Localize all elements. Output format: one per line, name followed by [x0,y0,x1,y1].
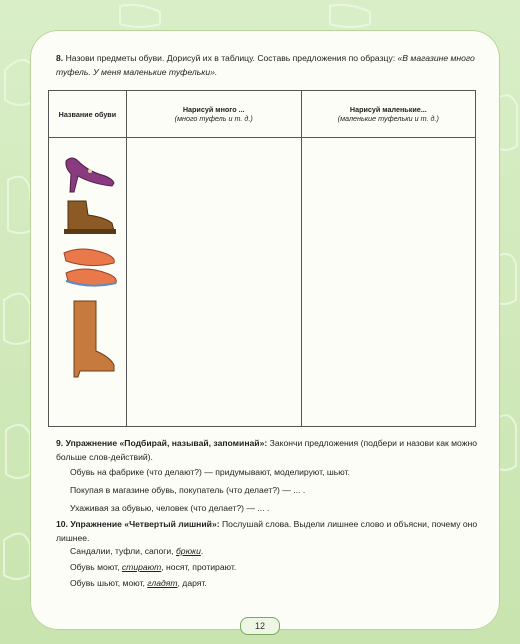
task-8-example: «В магазине много туфель. У меня маленькие туфельки». [56,53,475,77]
task-9 [56,437,484,464]
task-8 [56,52,486,79]
task-10-line-1: Сандалии, туфли, сапоги, брюки. [70,546,204,556]
task-10-line-3: Обувь шьют, моют, гладят, дарят. [70,578,207,588]
task-10-line-2: Обувь моют, стирают, носят, протирают. [70,562,237,572]
task-9-line-3: Ухаживая за обувью, человек (что делает?) — ... . [70,503,270,513]
task-8-text: Назови предметы обуви. Дорисуй их в таблицу. Составь предложения по образцу: [65,53,396,63]
draw-small-cell[interactable] [301,138,475,427]
odd-word-3: гладят [147,578,178,588]
table-body-row [49,138,476,427]
task-10-title: Упражнение «Четвертый лишний»: [70,519,220,529]
tall-brown-boot-icon [60,299,120,379]
header-shoe-name: Название обуви [49,91,127,138]
task-9-number: 9. [56,438,64,448]
odd-word-2: стирают [121,562,162,572]
shoes-table [48,90,476,427]
brown-boot-icon [60,197,120,237]
header-draw-many: Нарисуй много ... (много туфель и т. д.) [126,91,301,138]
orange-slipper-icon [60,243,120,293]
page-number: 12 [240,617,280,635]
task-9-line-2: Покупая в магазине обувь, покупатель (что делает?) — ... . [70,485,306,495]
table-header-row [49,91,476,138]
shoe-images-cell [49,138,127,427]
task-9-line-1: Обувь на фабрике (что делают?) — придумывают, моделируют, шьют. [70,467,350,477]
task-8-number: 8. [56,53,64,63]
task-10-number: 10. [56,519,68,529]
header-draw-small: Нарисуй маленькие... (маленькие туфельки и т. д.) [301,91,475,138]
task-10 [56,518,484,545]
purple-high-heel-shoe-icon [60,149,120,195]
odd-word-1: брюки [175,546,201,556]
task-9-title: Упражнение «Подбирай, называй, запоминай»: [65,438,268,448]
draw-many-cell[interactable] [126,138,301,427]
task-9-text: Закончи предложения (подбери и назови как можно больше слов-действий). [56,438,478,462]
task-10-text: Послушай слова. Выдели лишнее слово и объясни, почему оно лишнее. [56,519,478,543]
